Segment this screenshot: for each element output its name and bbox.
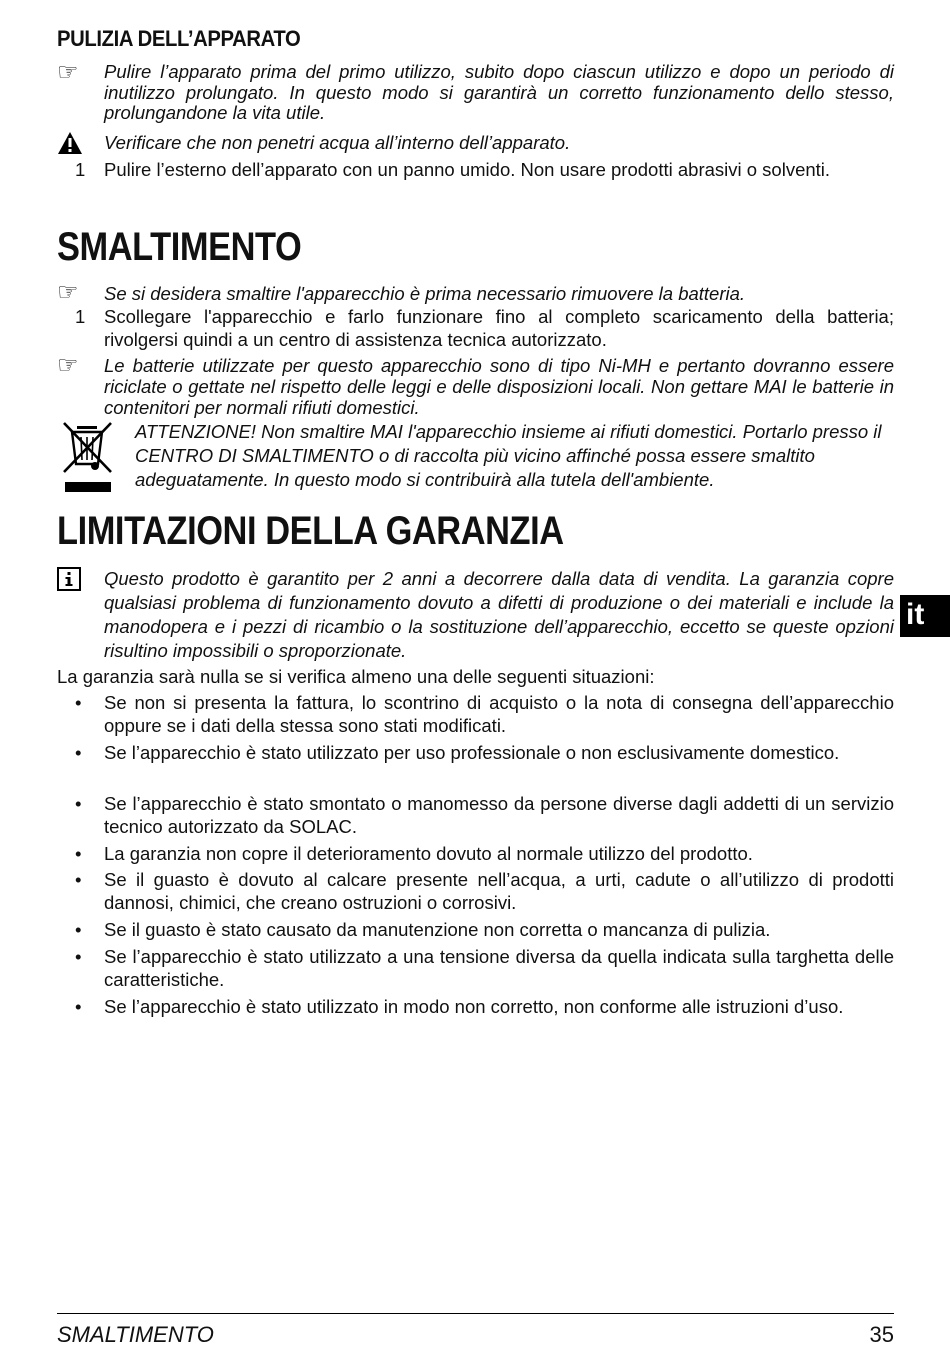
cleaning-heading: PULIZIA DELL’APPARATO: [57, 26, 301, 51]
crossed-out-bin-icon: [61, 420, 115, 496]
pointing-hand-icon: ☞: [57, 279, 79, 306]
list-item-text: Se non si presenta la fattura, lo scontrino di acquisto o la nota di consegna dell’apparecchio oppure se i dati della stessa sono stati modificati.: [104, 692, 894, 736]
list-item-text: Se il guasto è dovuto al calcare presente nell’acqua, a urti, cadute o all’utilizzo di prodotti dannosi, chimici, che creano ostruzioni o corrosivi.: [104, 869, 894, 913]
bullet: •: [75, 692, 82, 713]
disposal-heading: SMALTIMENTO: [57, 225, 302, 269]
list-item-text: La garanzia non copre il deterioramento dovuto al normale utilizzo del prodotto.: [104, 843, 753, 864]
list-item-text: Se l’apparecchio è stato utilizzato in modo non corretto, non conforme alle istruzioni d’uso.: [104, 996, 844, 1017]
cleaning-warning-text: Verificare che non penetri acqua all’interno dell’apparato.: [104, 132, 571, 153]
warning-triangle-icon: [57, 131, 103, 160]
step-number: 1: [75, 159, 86, 180]
pointing-hand-icon: ☞: [57, 352, 79, 379]
warranty-intro: La garanzia sarà nulla se si verifica almeno una delle seguenti situazioni:: [57, 666, 655, 687]
bullet: •: [75, 843, 82, 864]
bullet: •: [75, 919, 82, 940]
footer-divider: [57, 1313, 894, 1314]
bullet: •: [75, 946, 82, 967]
warranty-heading: LIMITAZIONI DELLA GARANZIA: [57, 509, 564, 553]
step-number: 1: [75, 306, 86, 327]
disposal-note-1-text: Se si desidera smaltire l'apparecchio è prima necessario rimuovere la batteria.: [104, 283, 746, 304]
list-item-text: Se l’apparecchio è stato utilizzato per uso professionale o non esclusivamente domestico.: [104, 742, 840, 763]
bullet: •: [75, 869, 82, 890]
list-item-text: Se l’apparecchio è stato utilizzato a una tensione diversa da quella indicata sulla targhetta delle caratteristiche.: [104, 946, 894, 990]
cleaning-note-text: Pulire l’apparato prima del primo utilizzo, subito dopo ciascun utilizzo e dopo un periodo di inutilizzo prolungato. In questo modo si garantirà un corretto funzionamento dello stesso, prolungandone la vita utile.: [104, 61, 894, 123]
bullet: •: [75, 793, 82, 814]
disposal-note-2-text: Le batterie utilizzate per questo apparecchio sono di tipo Ni-MH e pertanto dovranno essere riciclate o gettate nel rispetto delle leggi e delle disposizioni locali. Non gettare MAI le batterie in contenitori per normali rifiuti domestici.: [104, 355, 894, 418]
list-item-text: Se l’apparecchio è stato smontato o manomesso da persone diverse dagli addetti di un servizio tecnico autorizzato da SOLAC.: [104, 793, 894, 837]
warranty-info-text: Questo prodotto è garantito per 2 anni a decorrere dalla data di vendita. La garanzia copre qualsiasi problema di funzionamento dovuto a difetti di produzione o dei materiali e include la manodopera e i pezzi di ricambio o la sostituzione dell’apparecchio, eccetto se queste opzioni risultino impossibili o sproporzionate.: [104, 568, 894, 661]
list-item-text: Se il guasto è stato causato da manutenzione non corretta o mancanza di pulizia.: [104, 919, 771, 940]
weee-text: ATTENZIONE! Non smaltire MAI l'apparecchio insieme ai rifiuti domestici. Portarlo presso il CENTRO DI SMALTIMENTO o di raccolta più vicino affinché possa essere smaltito adeguatamente. In questo modo si contribuirà alla tutela dell'ambiente.: [135, 421, 882, 490]
info-icon: [57, 567, 103, 596]
bullet: •: [75, 996, 82, 1017]
language-tab: it: [900, 595, 950, 637]
footer-page-number: 35: [869, 1322, 894, 1347]
disposal-step-text: Scollegare l'apparecchio e farlo funzionare fino al completo scaricamento della batteria; rivolgersi quindi a un centro di assistenza tecnica autorizzato.: [104, 306, 894, 350]
pointing-hand-icon: ☞: [57, 59, 79, 86]
footer-section-title: SMALTIMENTO: [57, 1322, 214, 1347]
bullet: •: [75, 742, 82, 763]
cleaning-step-text: Pulire l’esterno dell’apparato con un panno umido. Non usare prodotti abrasivi o solventi.: [104, 159, 831, 180]
